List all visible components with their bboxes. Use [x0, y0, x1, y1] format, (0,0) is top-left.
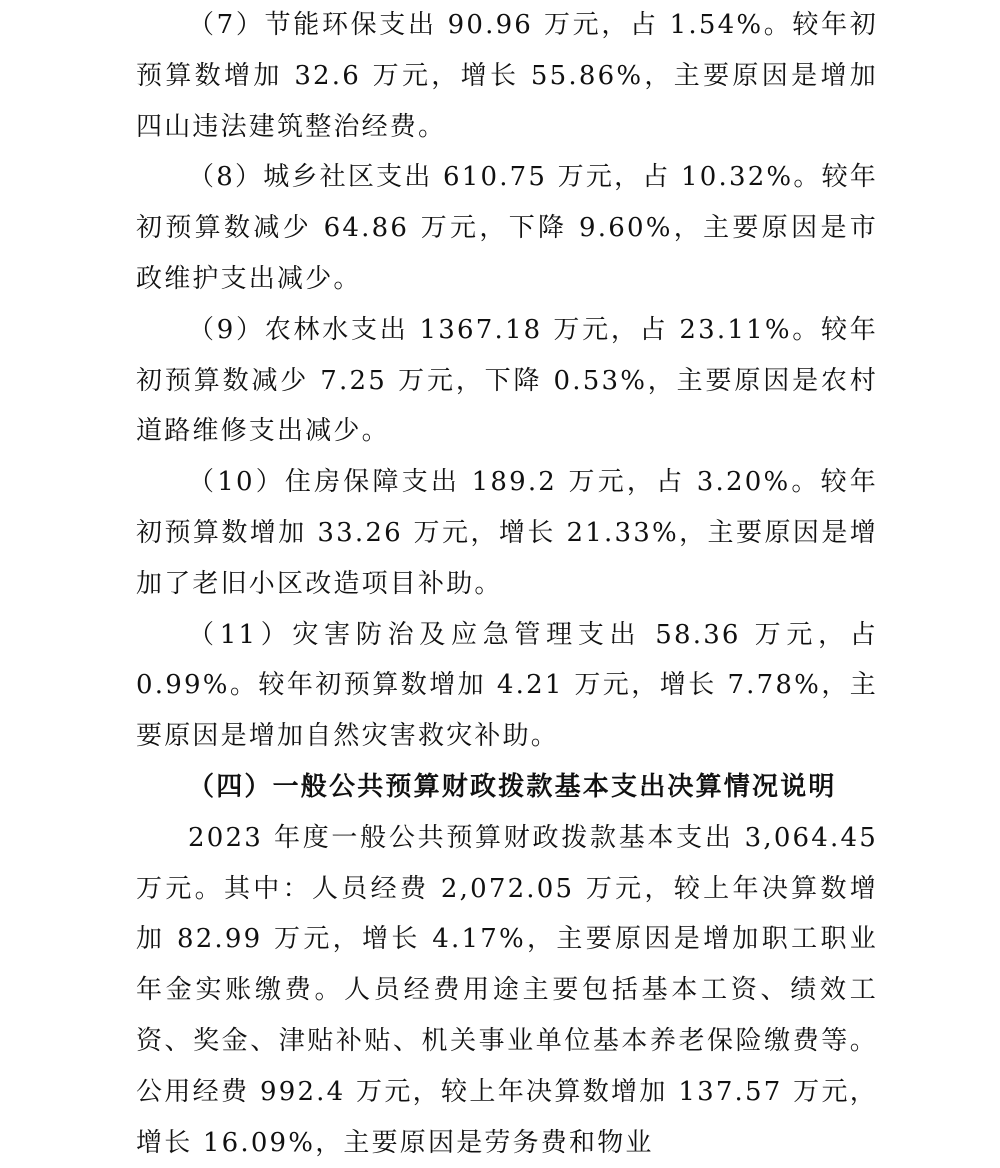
paragraph-agriculture-forestry-water: （9）农林水支出 1367.18 万元，占 23.11%。较年初预算数减少 7.25 万元，下降 0.53%，主要原因是农村道路维修支出减少。: [136, 314, 878, 447]
document-body: [136, 0, 878, 1168]
paragraph-basic-expenditure: 2023 年度一般公共预算财政拨款基本支出 3,064.45 万元。其中：人员经费 2,072.05 万元，较上年决算数增加 82.99 万元，增长 4.17%，主要原因是增加职工职业年金实账缴费。人员经费用途主要包括基本工资、绩效工资、奖金、津贴补贴、机关事业单位基本养老保险缴费等。公用经费 992.4 万元，较上年决算数增加 137.57 万元，增长 16.09%，主要原因是劳务费和物业: [136, 822, 878, 1158]
paragraph-urban-rural-community: （8）城乡社区支出 610.75 万元，占 10.32%。较年初预算数减少 64.86 万元，下降 9.60%，主要原因是市政维护支出减少。: [136, 162, 878, 294]
paragraph-housing-security: （10）住房保障支出 189.2 万元，占 3.20%。较年初预算数增加 33.26 万元，增长 21.33%，主要原因是增加了老旧小区改造项目补助。: [136, 467, 878, 599]
paragraph-disaster-prevention: （11）灾害防治及应急管理支出 58.36 万元，占 0.99%。较年初预算数增加 4.21 万元，增长 7.78%，主要原因是增加自然灾害救灾补助。: [136, 619, 878, 752]
paragraph-energy-environment: （7）节能环保支出 90.96 万元，占 1.54%。较年初预算数增加 32.6 万元，增长 55.86%，主要原因是增加四山违法建筑整治经费。: [136, 10, 878, 142]
section-heading: （四）一般公共预算财政拨款基本支出决算情况说明: [188, 771, 837, 802]
